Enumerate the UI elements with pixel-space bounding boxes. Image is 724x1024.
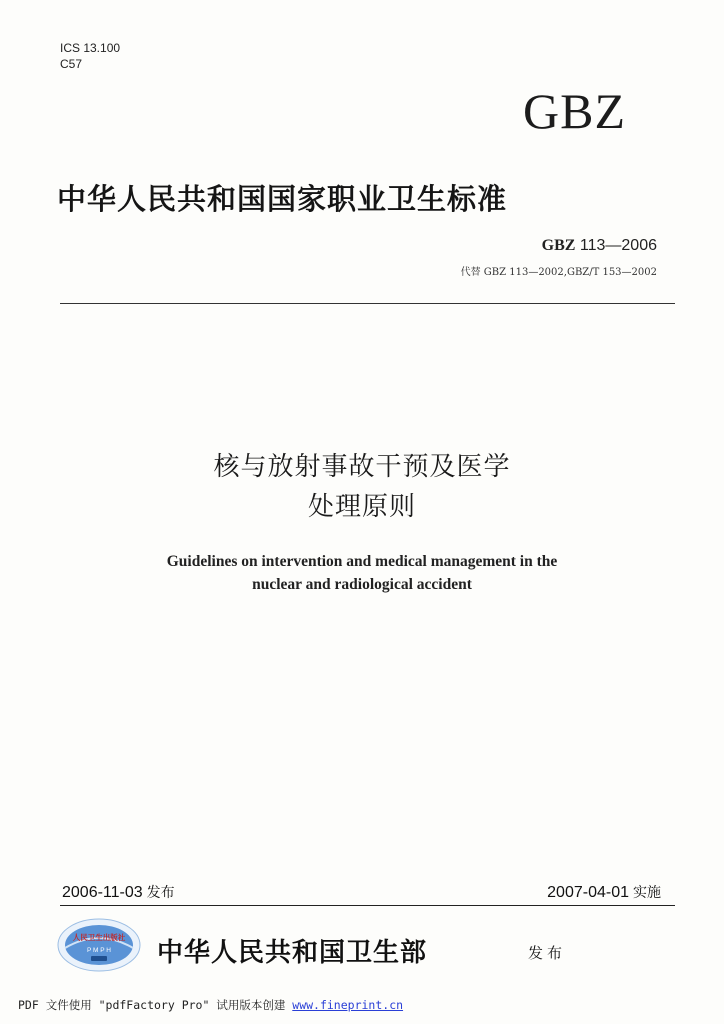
implement-date-label: 实施 [633,885,661,901]
title-cn-line2: 处理原则 [307,492,416,522]
standard-prefix: GBZ [541,237,576,254]
footer-text: PDF 文件使用 "pdfFactory Pro" 试用版本创建 [18,998,286,1012]
ics-code: ICS 13.100 [60,41,121,55]
replaces-note: 代替 GBZ 113—2002,GBZ/T 153—2002 [460,267,657,278]
gbz-logo: GBZ [523,83,626,139]
standard-category: 中华人民共和国国家职业卫生标准 [57,182,508,216]
title-cn-line1: 核与放射事故干预及医学 [213,452,511,482]
pdf-footer [18,997,403,1013]
implement-date-value: 2007-04-01 [547,884,629,901]
publisher-suffix: 发布 [528,944,567,962]
bottom-divider [60,905,675,906]
standard-code: 113—2006 [579,237,657,254]
ics-code-block [60,40,120,72]
top-divider [60,303,675,304]
issue-date [62,882,175,902]
title-en-line2: nuclear and radiological accident [252,576,472,593]
implement-date [547,882,661,902]
publisher-logo-icon [57,918,141,972]
issue-date-label: 发布 [146,885,175,901]
publisher-logo-cn: 人民卫生出版社 [72,933,126,942]
publisher-logo-en: P M P H [87,947,111,954]
title-en-line1: Guidelines on intervention and medical management in the [166,553,558,570]
footer-link[interactable]: www.fineprint.cn [292,998,404,1012]
classification-code: C57 [60,57,83,71]
issue-date-value: 2006-11-03 [62,884,143,901]
standard-number [542,237,657,255]
publisher-name: 中华人民共和国卫生部 [157,938,428,968]
